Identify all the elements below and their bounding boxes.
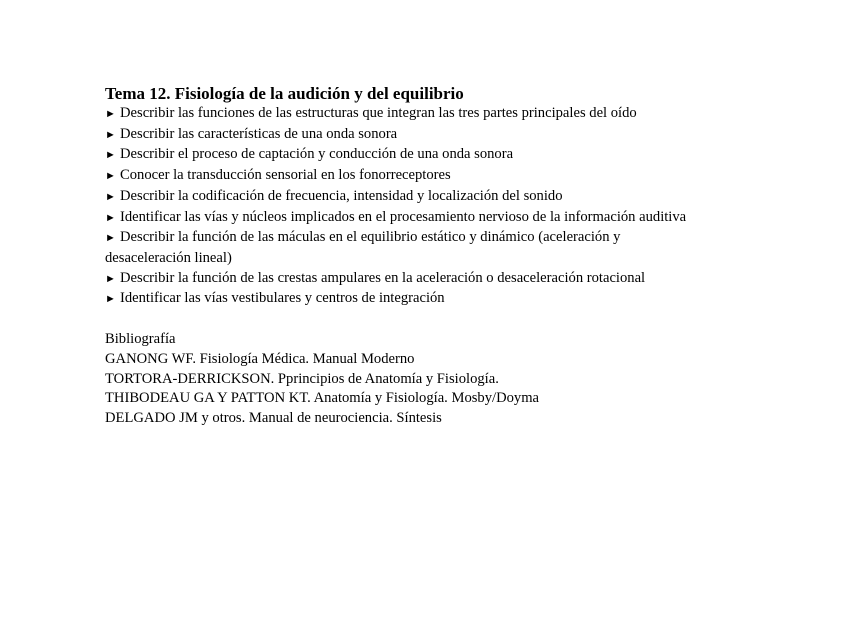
document-page (105, 84, 695, 429)
bullet-arrow-icon: ► (105, 108, 116, 120)
objective-item (105, 208, 695, 229)
objective-item (105, 145, 695, 166)
bibliography-heading: Bibliografía (105, 331, 176, 348)
objective-text: Describir la función de las crestas ampulares en la aceleración o desaceleración rotacional (120, 269, 646, 286)
bibliography-reference: GANONG WF. Fisiología Médica. Manual Moderno (105, 350, 415, 367)
objective-item (105, 289, 695, 310)
objective-item (105, 228, 695, 268)
bibliography-reference: TORTORA-DERRICKSON. Pprincipios de Anatomía y Fisiología. (105, 370, 499, 387)
objective-item (105, 104, 695, 125)
objective-text: Describir el proceso de captación y conducción de una onda sonora (120, 146, 514, 163)
objectives-list (105, 104, 695, 310)
bibliography-reference: DELGADO JM y otros. Manual de neurociencia. Síntesis (105, 410, 442, 427)
bullet-arrow-icon: ► (105, 190, 116, 203)
objective-text: Describir las características de una onda sonora (120, 125, 398, 142)
objective-text: Describir la codificación de frecuencia, intensidad y localización del sonido (120, 187, 563, 204)
bullet-arrow-icon: ► (105, 211, 116, 224)
bullet-arrow-icon: ► (105, 170, 116, 183)
bibliography-section (105, 330, 695, 429)
bullet-arrow-icon: ► (105, 272, 116, 285)
objective-item (105, 269, 695, 290)
bullet-arrow-icon: ► (105, 149, 116, 162)
objective-item (105, 166, 695, 187)
bullet-arrow-icon: ► (105, 128, 116, 141)
document-title: Tema 12. Fisiología de la audición y del equilibrio (105, 84, 464, 103)
objective-item (105, 187, 695, 208)
bullet-arrow-icon: ► (105, 293, 116, 306)
bibliography-reference: THIBODEAU GA Y PATTON KT. Anatomía y Fisiología. Mosby/Doyma (105, 390, 540, 407)
objective-text: Describir la función de las máculas en el equilibrio estático y dinámico (aceleración y desaceleración lineal) (105, 229, 621, 266)
objective-text: Identificar las vías y núcleos implicados en el procesamiento nervioso de la información auditiva (120, 208, 687, 225)
bullet-arrow-icon: ► (105, 232, 116, 245)
objective-item (105, 125, 695, 146)
objective-text: Identificar las vías vestibulares y centros de integración (120, 290, 445, 307)
objective-text: Describir las funciones de las estructuras que integran las tres partes principales del oído (120, 105, 637, 121)
objective-text: Conocer la transducción sensorial en los fonorreceptores (120, 167, 451, 184)
